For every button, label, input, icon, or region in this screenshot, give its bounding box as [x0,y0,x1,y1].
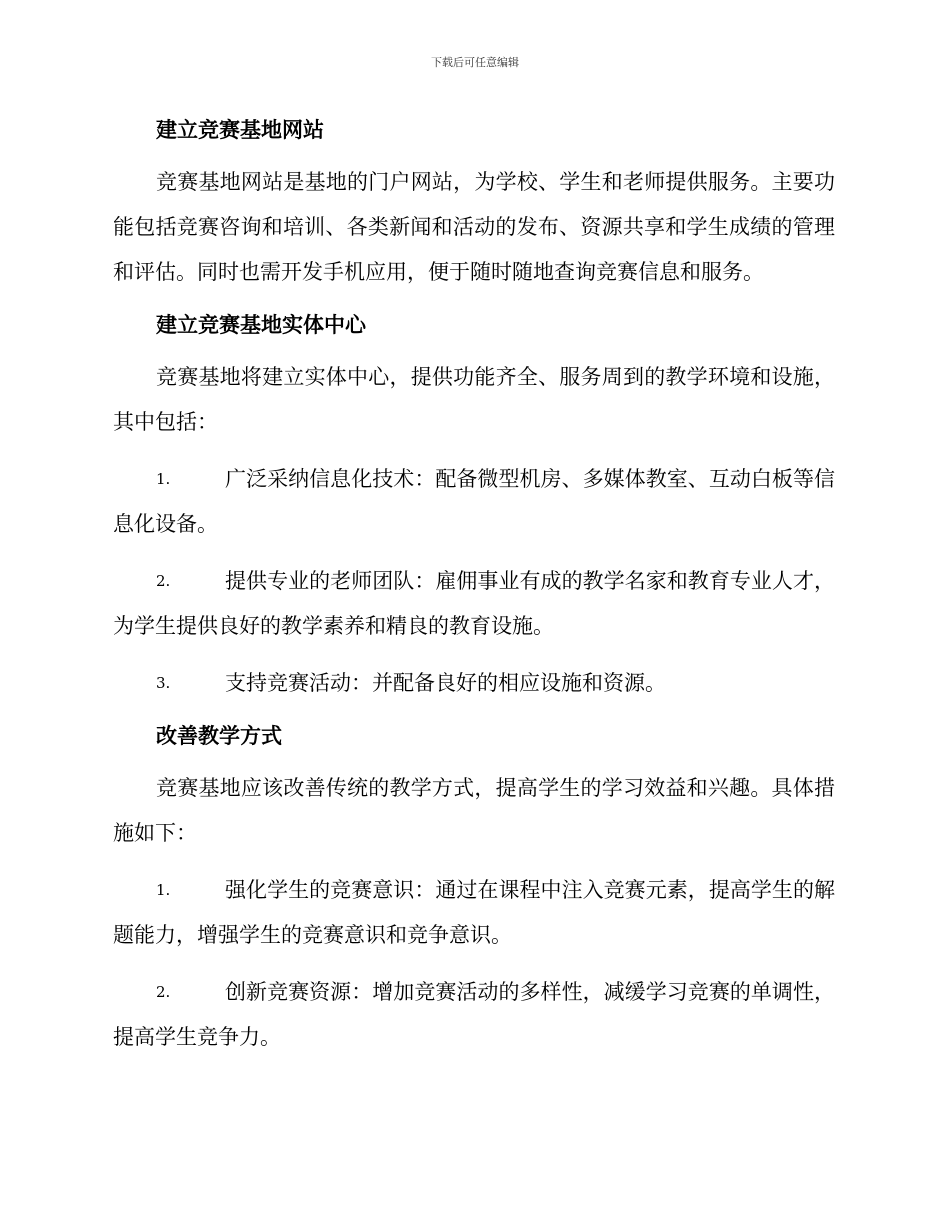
list-item-number: 2. [156,983,171,1001]
section-paragraph-teaching: 竞赛基地应该改善传统的教学方式，提高学生的学习效益和兴趣。具体措施如下： [113,776,835,845]
list-item-text: 支持竞赛活动：并配备良好的相应设施和资源。 [225,671,666,695]
section-heading-teaching: 改善教学方式 [156,724,282,748]
list-item-text: 强化学生的竞赛意识：通过在课程中注入竞赛元素，提高学生的解题能力，增强学生的竞赛意识和竞争意识。 [113,878,835,947]
list-item-number: 3. [156,674,171,692]
section-paragraph-center: 竞赛基地将建立实体中心，提供功能齐全、服务周到的教学环境和设施，其中包括： [113,365,835,434]
list-item [113,868,835,958]
page-header: 下载后可任意编辑 [431,56,519,69]
section-paragraph-website: 竞赛基地网站是基地的门户网站，为学校、学生和老师提供服务。主要功能包括竞赛咨询和培训、各类新闻和活动的发布、资源共享和学生成绩的管理和评估。同时也需开发手机应用，便于随时随地查询竞赛信息和服务。 [113,170,835,284]
list-item [113,970,835,1060]
list-item-number: 1. [156,881,171,899]
list-item-text: 提供专业的老师团队：雇佣事业有成的教学名家和教育专业人才，为学生提供良好的教学素养和精良的教育设施。 [113,569,835,638]
section-heading-website: 建立竞赛基地网站 [156,118,324,142]
list-item-number: 2. [156,572,171,590]
list-item [113,559,835,649]
document-body [113,112,835,1060]
section-heading-center: 建立竞赛基地实体中心 [156,313,366,337]
list-item-number: 1. [156,470,171,488]
list-item-text: 创新竞赛资源：增加竞赛活动的多样性，减缓学习竞赛的单调性，提高学生竞争力。 [113,980,835,1049]
list-item-text: 广泛采纳信息化技术：配备微型机房、多媒体教室、互动白板等信息化设备。 [113,467,835,536]
list-item [113,457,835,547]
list-item [113,661,835,706]
